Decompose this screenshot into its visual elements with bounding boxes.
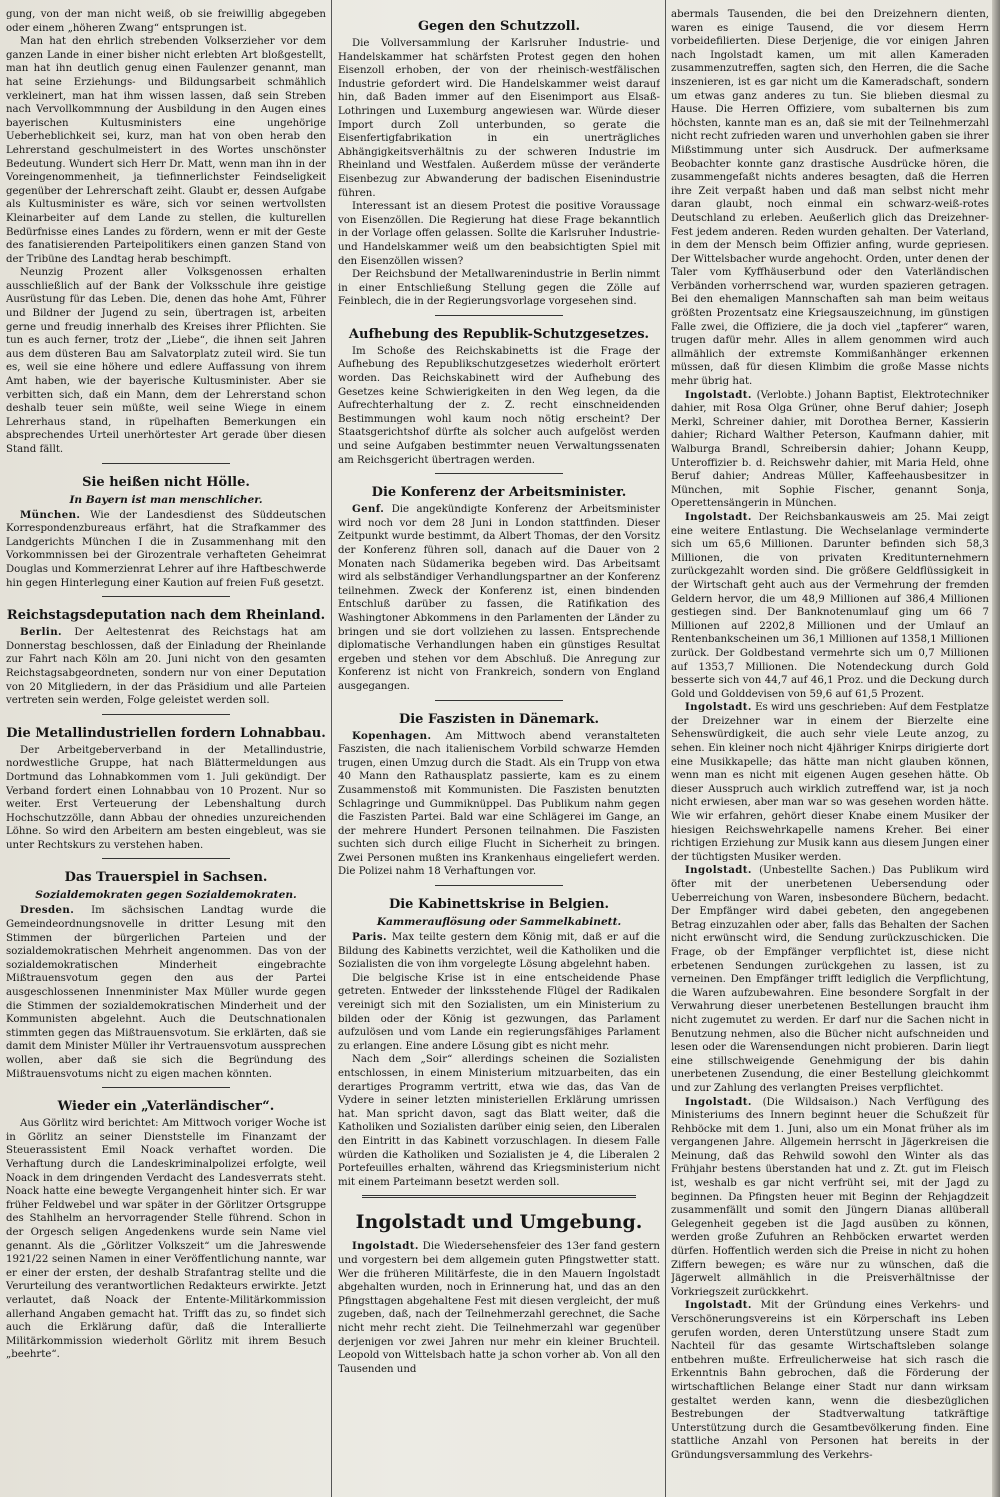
dateline: Ingolstadt. <box>685 1095 752 1108</box>
article-headline: Reichstagsdeputation nach dem Rheinland. <box>6 608 326 624</box>
article-paragraph <box>338 503 660 693</box>
article-paragraph <box>671 8 989 389</box>
paragraph-text: Max teilte gestern dem König mit, daß er auf die Bildung des Kabinetts verzichtet, weil die Katholiken und die Sozialisten die von ihm vorgelegte Lösung abgelehnt haben. <box>338 932 660 971</box>
article-paragraph <box>6 626 326 708</box>
article-headline: Gegen den Schutzzoll. <box>417 19 581 34</box>
article-paragraph <box>338 1240 660 1376</box>
article-headline: Wieder ein „Vaterländischer“. <box>57 1099 275 1115</box>
dateline: Kopenhagen. <box>352 729 432 742</box>
separator-rule <box>102 596 230 597</box>
article-paragraph <box>338 345 660 467</box>
article-paragraph <box>6 1117 326 1362</box>
article-paragraph <box>671 701 989 864</box>
column-2 <box>338 8 660 1489</box>
paragraph-text: Am Mittwoch abend veranstalteten Faszisten, die nach italienischem Vorbild schwarze Hemden trugen, einen Umzug durch die Stadt. Als ein Trupp von etwa 40 Mann den Rathausplatz passierte, kam es zu einem Zusammenstoß mit Kommunisten. Die Faszisten benutzten Schlagringe und Gummiknüppel. Das Publikum nahm gegen die Faszisten Partei. Bald war eine Schlägerei im Gange, an der mehrere Hundert Personen teilnahmen. Die Faszisten suchten sich durch eilige Flucht in Sicherheit zu bringen. Zwei Personen mußten ins Krankenhaus eingeliefert werden. Die Polizei nahm 18 Verhaftungen vor. <box>338 730 660 878</box>
page-edge <box>992 0 1000 1497</box>
column-1 <box>6 8 326 1489</box>
paragraph-text: Die angekündigte Konferenz der Arbeitsminister wird noch vor dem 28 Juni in London stattfinden. Dieser Zeitpunkt wurde bestimmt, da Albert Thomas, der den Vorsitz der Konferenz führen soll, danach auf die Dauer von 2 Monaten nach Südamerika begeben wird. Das Arbeitsamt wird als selbständiger Verhandlungspartner an der Konferenz teilnehmen. Zweck der Konferenz ist, einen bindenden Entschluß darüber zu fassen, die Ratifikation des Washingtoner Abkommens in den Parlamenten der Länder zu bringen und sie dort vollziehen zu lassen. Entsprechende diplomatische Verhandlungen haben ein günstiges Resultat ergeben und stehen vor dem Abschluß. Die Anregung zur Konferenz ist nicht von Frankreich, sondern von England ausgegangen. <box>338 504 660 692</box>
dateline: Berlin. <box>20 626 62 639</box>
paragraph-text: Die belgische Krise ist in eine entscheidende Phase getreten. Entweder der linksstehende Flügel der Radikalen vereinigt sich mit den Sozialisten, um ein Ministerium zu bilden oder der König ist gezwungen, das Parlament aufzulösen und vom Lande ein regierungsfähiges Parlament zu erlangen. Eine andere Lösung gibt es nicht mehr. <box>338 972 660 1052</box>
paragraph-text: Wie der Landesdienst des Süddeutschen Korrespondenzbureaus erfährt, hat die Strafkammer des Landgerichts München I die in Zusammenhang mit den Vorkommnissen bei der Girozentrale verhafteten Geheimrat Douglas und Kommerzienrat Lehrer auf ihre Haftbeschwerde hin gegen Hinterlegung einer Kaution auf freien Fuß gesetzt. <box>6 509 326 589</box>
paragraph-text: (Die Wildsaison.) Nach Verfügung des Ministeriums des Innern beginnt heuer die Schußzeit für Rehböcke mit dem 1. Juni, also um ein Monat früher als im vergangenen Jahre. Allgemein herrscht in Jägerkreisen die Meinung, daß das Rehwild sowohl den Winter als das Frühjahr bestens überstanden hat und z. Zt. gut im Fleisch ist, weshalb es gar nicht verfrüht sei, mit der Jagd zu beginnen. Da Pfingsten heuer mit Beginn der Rehjagdzeit zusammenfällt und somit den Jüngern Dianas allüberall Gelegenheit gegeben ist die Jagd ausüben zu können, werden große Zufuhren an Rehböcken erwartet werden dürfen. Hoffentlich werden sich die Preise in nicht zu hohen Ziffern bewegen; es wäre nur zu wünschen, daß die Jägerwelt allmählich in die Preisverhältnisse der Vorkriegszeit zurückkehrt. <box>671 1096 989 1298</box>
article-headline: Die Faszisten in Dänemark. <box>398 711 600 727</box>
article-paragraph <box>6 509 326 591</box>
dateline: Genf. <box>352 503 385 516</box>
separator-rule <box>102 714 230 715</box>
separator-rule <box>435 315 564 316</box>
column-rule <box>665 0 666 1497</box>
column-rule <box>331 0 332 1497</box>
article-paragraph <box>338 200 660 268</box>
article-paragraph <box>338 730 660 880</box>
paragraph-text: Neunzig Prozent aller Volksgenossen erhalten ausschließlich auf der Bank der Volksschule ihre geistige Ausrüstung für das Leben. Die, denen das hohe Amt, Führer und Bildner der Jugend zu sein, übertragen ist, arbeiten gerne und freudig innerhalb des Kreises ihrer Pflichten. Sie tun es auch ferner, trotz der „Liebe“, die ihnen seit Jahren aus dem düsteren Bau am Salvatorplatz zuteil wird. Sie tun es, weil sie eine höhere und edlere Auffassung von ihrem Amt haben, wie der bayerische Kultusminister. Aber sie verbitten sich, daß ein Mann, dem der Lehrerstand schon deshalb teuer sein müßte, weil seine Wiege in einem Lehrerhaus stand, in rüpelhaften Bemerkungen ein absprechendes Urteil unerhörtester Art gerade über diesen Stand fällt. <box>6 267 326 455</box>
paragraph-text: Es wird uns geschrieben: Auf dem Festplatze der Dreizehner war in einem der Bierzelte eine Sehenswürdigkeit, die auch sehr viele Leute anzog, zu sehen. Ein kleiner noch nicht 4jähriger Knirps dirigierte dort eine Musikkapelle; das hätte man nicht glauben können, wenn man es nicht mit eigenen Augen gesehen hätte. Ob dieser Ausspruch auch wirklich zutreffend war, ist ja noch nicht erwiesen, aber man war so was gesehen worden hätte. Wie wir erfahren, gehört dieser Knabe einem Musiker der hiesigen Reichswehrkapelle namens Kreher. Bei einer richtigen Erziehung zur Musik kann aus diesem Jungen einer der tüchtigsten Musiker werden. <box>671 702 989 863</box>
separator-rule <box>435 885 564 886</box>
article-paragraph <box>338 1053 660 1189</box>
paragraph-text: Im sächsischen Landtag wurde die Gemeindeordnungsnovelle in dritter Lesung mit den Stimmen der bürgerlichen Parteien und der sozialdemokratischen Mehrheit angenommen. Das von der sozialdemokratischen Minderheit eingebrachte Mißtrauensvotum gegen den aus der Partei ausgeschlossenen Innenminister Max Müller wurde gegen die Stimmen der sozialdemokratischen Minderheit und der Kommunisten abgelehnt. Auch die Deutschnationalen stimmten gegen das Mißtrauensvotum. Sie erklärten, daß sie damit dem Minister Müller ihr Vertrauensvotum aussprechen wollen, aber daß sie sich die Begründung des Mißtrauensvotums nicht zu eigen machen könnten. <box>6 905 326 1080</box>
article-paragraph <box>6 35 326 266</box>
article-paragraph <box>338 37 660 200</box>
dateline: Ingolstadt. <box>685 701 752 714</box>
paragraph-text: Der Aeltestenrat des Reichstags hat am Donnerstag beschlossen, daß der Einladung der Rheinlande zur Fahrt nach Köln am 20. Juni nicht von den gesamten Reichstagsabgeordneten, sondern nur von einer Deputation von 20 Mitgliedern, in der das Präsidium und alle Parteien vertreten sein werden, Folge geleistet werden soll. <box>6 627 326 707</box>
section-heading: Ingolstadt und Umgebung. <box>355 1211 643 1234</box>
article-paragraph <box>6 904 326 1081</box>
paragraph-text: Der Arbeitgeberverband in der Metallindustrie, nordwestliche Gruppe, hat nach Blättermeldungen aus Dortmund das Lohnabkommen vom 1. Juli gekündigt. Der Verband fordert einen Lohnabbau von 10 Prozent. Nur so weiter. Erst Verteuerung der Lebenshaltung durch Hochschutzzölle, dann Abbau der ohnedies unzureichenden Löhne. So wird den Arbeitern am besten eingebleut, was sie unter Rechtskurs zu verstehen haben. <box>6 744 326 851</box>
separator-rule <box>435 473 564 474</box>
article-paragraph <box>671 1299 989 1462</box>
separator-rule <box>102 463 230 464</box>
article-headline: Aufhebung des Republik-Schutzgesetzes. <box>348 326 650 342</box>
article-subheadline: In Bayern ist man menschlicher. <box>69 493 263 506</box>
article-paragraph <box>671 1096 989 1300</box>
article-paragraph <box>338 268 660 309</box>
article-subheadline: Kammerauflösung oder Sammelkabinett. <box>376 916 622 929</box>
article-headline: Die Kabinettskrise in Belgien. <box>388 897 610 913</box>
article-paragraph <box>338 931 660 972</box>
article-paragraph <box>6 8 326 35</box>
separator-rule <box>435 700 564 701</box>
article-paragraph <box>6 266 326 456</box>
article-headline: Sie heißen nicht Hölle. <box>82 474 250 490</box>
dateline: Ingolstadt. <box>685 864 752 877</box>
paragraph-text: (Unbestellte Sachen.) Das Publikum wird öfter mit der unerbetenen Uebersendung oder Ueberreichung von Waren, insbesondere Büchern, bedacht. Der Empfänger wird dabei gebeten, den angegebenen Betrag einzuzahlen oder aber, falls das Behalten der Sachen nicht erwünscht wird, die Sendung zurückzuschicken. Die Frage, ob der Empfänger verpflichtet ist, diese nicht erbetenen Sendungen zurückgehen zu lassen, ist zu verneinen. Den Empfänger trifft lediglich die Verpflichtung, die Waren aufzubewahren. Eine besondere Sorgfalt in der Verwahrung dieser unerbetenen Bestellungen braucht ihm nicht zugemutet zu werden. Er darf nur die Sachen nicht in Benutzung nehmen, also die Bücher nicht aufschneiden und lesen oder die Warensendungen nicht probieren. Darin liegt eine stillschweigende Genehmigung der bis dahin unerbetenen Zusendung, die einer Bestellung gleichkommt und zur Zahlung des verlangten Preises verpflichtet. <box>671 865 989 1094</box>
dateline: Dresden. <box>20 904 75 917</box>
dateline: Ingolstadt. <box>352 1240 419 1253</box>
article-paragraph <box>671 511 989 701</box>
paragraph-text: gung, von der man nicht weiß, ob sie freiwillig abgegeben oder einem „höheren Zwang“ entsprungen ist. <box>6 9 326 34</box>
paragraph-text: Der Reichsbund der Metallwarenindustrie in Berlin nimmt in einer Entschließung Stellung gegen die Zölle auf Feinblech, die in der Regierungsvorlage vorgesehen sind. <box>338 269 660 308</box>
separator-rule <box>102 1087 230 1088</box>
paragraph-text: (Verlobte.) Johann Baptist, Elektrotechniker dahier, mit Rosa Olga Grüner, ohne Beruf dahier; Joseph Merkl, Schreiner dahier, mit Dorothea Berner, Kassierin dahier; Richard Walther Peterson, Kaufmann dahier, mit Walburga Brandl, Schreibersin dahier; Johann Keupp, Unteroffizier b. d. Reichswehr dahier, mit Maria Held, ohne Beruf dahier; Andreas Müller, Kaffeehausbesitzer in München, mit Sophie Fischer, genannt Sonja, Operettensängerin in München. <box>671 389 989 510</box>
article-paragraph <box>6 744 326 853</box>
paragraph-text: Die Wiedersehensfeier des 13er fand gestern und vorgestern bei dem allgemein guten Pfingstwetter statt. Wer die früheren Militärfeste, die in den Mauern Ingolstadt abgehalten wurden, noch in Erinnerung hat, und das an den Pfingsttagen abgehaltene Fest mit diesen vergleicht, der muß zugeben, daß, nach der Teilnehmerzahl gerechnet, die Sache nicht mehr recht zieht. Die Teilnehmerzahl war gegenüber derjenigen vor zwei Jahren nur mehr ein kleiner Bruchteil. Leopold von Wittelsbach hatte ja schon vorher ab. Von all den Tausenden und <box>338 1241 660 1375</box>
paragraph-text: Interessant ist an diesem Protest die positive Voraussage von Eisenzöllen. Die Regierung hat diese Frage bekanntlich in der Vorlage offen gelassen. Sollte die Karlsruher Industrie- und Handelskammer weiß um den beabsichtigten Spiel mit den Eisenzöllen wissen? <box>338 201 660 267</box>
dateline: Paris. <box>352 931 387 944</box>
paragraph-text: Im Schoße des Reichskabinetts ist die Frage der Aufhebung des Republikschutzgesetzes wiederholt erörtert worden. Das Reichskabinett wird der Aufhebung des Gesetzes keine Schwierigkeiten in den Weg legen, da die Aufrechterhaltung der z. Z. recht einschneidenden Bestimmungen wohl kaum noch nötig erscheint? Der Staatsgerichtshof dürfte als solcher auch aufgelöst werden und seine Aufgaben bestimmter neuen Verwaltungssenaten am Reichsgericht übertragen werden. <box>338 345 660 466</box>
article-headline: Das Trauerspiel in Sachsen. <box>64 870 268 886</box>
paragraph-text: abermals Tausenden, die bei den Dreizehnern dienten, waren es einige Tausend, die vor diesem Herrn vorbeidefilierten. Diese Derjenige, die vor einigen Jahren nach Ingolstadt kamen, um mit allen Kameraden zusammenzutreffen, sagten sich, den Herren, die die Sache inszenieren, ist es gar nicht um die Kameradschaft, sondern um etwas ganz anderes zu tun. Sie blieben diesmal zu Hause. Die Herren Offiziere, vom subalternen bis zum höchsten, kannte man es an, daß sie mit der Teilnehmerzahl nicht recht zufrieden waren und unverhohlen gaben sie ihrer Mißstimmung unter sich Ausdruck. Der aufmerksame Beobachter konnte ganz drastische Ausdrücke hören, die zusammengefaßt nichts anderes besagten, daß die Herren ihre Zeit verpaßt haben und daß man selbst nicht mehr daran glaubt, noch einmal ein schwarz-weiß-rotes Deutschland zu erleben. Aeußerlich glich das Dreizehner-Fest jedem anderen. Reden wurden gehalten. Der Vaterland, in dem der Mensch beim Offizier anfing, wurde gepriesen. Der Wittelsbacher wurde angehocht. Orden, unter denen der Taler vom Kyffhäuserbund oder den Vaterländischen Verbänden vorherrschend war, wurden spazieren getragen. Bei den ehemaligen Mannschaften sah man beim weitaus größten Prozentsatz eine Kriegsauszeichnung, im günstigen Falle zwei, die Offiziere, die ja doch viel „tapferer“ waren, trugen dafür mehr. Alles in allem genommen wird auch allmählich der extremste Kommißanhänger erkennen müssen, daß für diesen Klimbim die große Masse nichts mehr übrig hat. <box>671 9 989 388</box>
paragraph-text: Aus Görlitz wird berichtet: Am Mittwoch voriger Woche ist in Görlitz an seiner Dienststelle im Finanzamt der Steuerassistent Emil Noack verhaftet worden. Die Verhaftung durch die Landeskriminalpolizei erfolgte, weil Noack in dem dringenden Verdacht des Landesverrats steht. Noack hatte eine bewegte Vergangenheit hinter sich. Er war früher Feldwebel und war später in der Görlitzer Ortsgruppe des Stahlhelm an hervorragender Stelle führend. Schon in der Orgesch seligen Angedenkens wurde sein Name viel genannt. Als die „Görlitzer Volkszeit“ um die Jahreswende 1921/22 seinen Namen in einer Veröffentlichung nannte, war er einer der ersten, der deshalb Strafantrag stellte und die Verurteilung des verantwortlichen Redakteurs erwirkte. Jetzt verlautet, daß Noack der Entente-Militärkommission allerhand Angaben gemacht hat. Trifft das zu, so findet sich auch die Erklärung dafür, daß die Interallierte Militärkommission wiederholt Görlitz mit ihrem Besuch „beehrte“. <box>6 1118 326 1361</box>
article-headline: Die Konferenz der Arbeitsminister. <box>371 485 627 501</box>
paragraph-text: Die Vollversammlung der Karlsruher Industrie- und Handelskammer hat schärfsten Protest gegen den hohen Eisenzoll erhoben, der von der rheinisch-westfälischen Industrie gefordert wird. Die Handelskammer weist darauf hin, daß Baden immer auf den Eisenimport aus Elsaß-Lothringen und Luxemburg angewiesen war. Würde dieser Import durch Zoll unterbunden, so gerate die Eisenfertigfabrikation in ein unerträgliches Abhängigkeitsverhältnis zu der schweren Industrie im Rheinland und Westfalen. Außerdem müsse der veränderte Eisenbezug zur Abwanderung der badischen Eisenindustrie führen. <box>338 38 660 199</box>
dateline: Ingolstadt. <box>685 510 752 523</box>
article-paragraph <box>671 389 989 511</box>
article-paragraph <box>671 864 989 1095</box>
article-headline: Die Metallindustriellen fordern Lohnabbau. <box>6 725 326 741</box>
dateline: Ingolstadt. <box>685 388 752 401</box>
dateline: Ingolstadt. <box>685 1299 752 1312</box>
column-3 <box>671 8 989 1489</box>
paragraph-text: Mit der Gründung eines Verkehrs- und Verschönerungsvereins ist ein Körperschaft ins Leben gerufen worden, deren Unterstützung unsere Stadt zum Nachteil für das gesamte Wirtschaftsleben solange entbehren mußte. Erfreulicherweise hat sich rasch die Erkenntnis Bahn gebrochen, daß die Förderung der wirtschaftlichen Belange einer Stadt nur dann wirksam gestaltet werden kann, wenn die diesbezüglichen Bestrebungen der Stadtverwaltung tatkräftige Unterstützung durch die Gesamtbevölkerung finden. Eine stattliche Anzahl von Personen hat bereits in der Gründungsversammlung des Verkehrs- <box>671 1300 989 1461</box>
article-paragraph <box>338 972 660 1054</box>
paragraph-text: Man hat den ehrlich strebenden Volkserzieher vor dem ganzen Lande in einer bisher nicht erlebten Art bloßgestellt, man hat ihn deutlich genug einen Faulenzer genannt, man hat seine Erziehungs- und Bildungsarbeit schmählich verkleinert, man hat ihm wissen lassen, daß sein Streben nach Vervollkommnung der Ausbildung in den Augen eines bayerischen Kultusministers eine ungehörige Ueberheblichkeit sei, kurz, man hat von oben herab den Lehrerstand geschulmeistert in des Wortes unschönster Bedeutung. Wundert sich Herr Dr. Matt, wenn man ihn in der Voreingenommenheit, ja tiefinnerlichster Feindseligkeit gegenüber der Lehrerschaft zeiht. Glaubt er, dessen Aufgabe als Kultusminister es wäre, sich vor seinen wertvollsten Kleinarbeiter auf dem Lande zu stellen, die kulturellen Bedürfnisse eines Landes zu fördern, wenn er mit der Geste des fanatisierenden Parteipolitikers einen ganzen Stand von der Tribüne des Landtag herab beschimpft. <box>6 36 326 265</box>
dateline: München. <box>20 508 81 521</box>
separator-rule <box>102 858 230 859</box>
paragraph-text: Nach dem „Soir“ allerdings scheinen die Sozialisten entschlossen, in einem Ministerium mitzuarbeiten, das ein derartiges Programm vertritt, etwa wie das, das Van de Vydere in seiner letzten ministeriellen Erklärung umrissen hat. Man spricht davon, sagt das Blatt weiter, daß die Katholiken und Sozialisten darüber einig seien, den Liberalen den Eintritt in das Kabinett vorzuschlagen. In diesem Falle würden die Katholiken und Sozialisten je 4, die Liberalen 2 Portefeuilles erhalten, während das Kriegsministerium nicht mit einem Parteimann besetzt werden soll. <box>338 1054 660 1188</box>
paragraph-text: Der Reichsbankausweis am 25. Mai zeigt eine weitere Entlastung. Die Wechselanlage verminderte sich um 65,6 Millionen. Darunter befinden sich 58,3 Millionen, die von privaten Kreditunternehmern zurückgezahlt worden sind. Die größere Geldflüssigkeit in der Wirtschaft geht auch aus der Vermehrung der fremden Geldern hervor, die um 48,9 Millionen auf 386,4 Millionen gestiegen sind. Der Banknotenumlauf ging um 66 7 Millionen auf 2202,8 Millionen und der Umlauf an Rentenbankscheinen um 36,1 Millionen auf 1358,1 Millionen zurück. Der Goldbestand vermehrte sich um 0,7 Millionen auf 1353,7 Millionen. Die Notendeckung durch Gold besserte sich von 44,7 auf 46,1 Proz. und die Deckung durch Gold und Golddevisen von 59,6 auf 61,5 Prozent. <box>671 511 989 700</box>
article-subheadline: Sozialdemokraten gegen Sozialdemokraten. <box>35 889 297 902</box>
separator-rule <box>362 1195 636 1198</box>
